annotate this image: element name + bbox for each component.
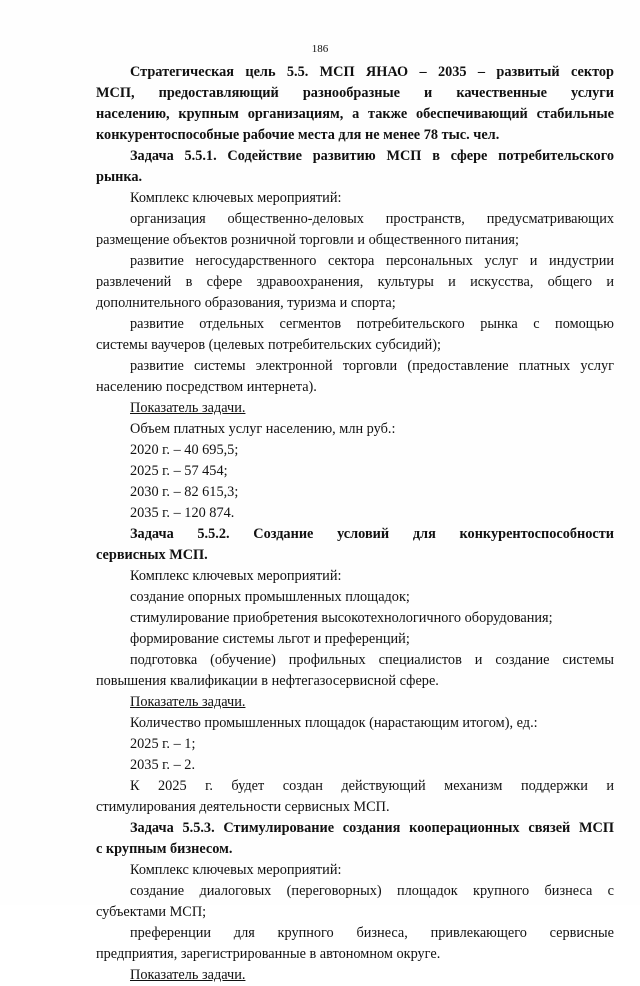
text-line: развитие системы электронной торговли (предоставление платных услуг: [130, 358, 614, 374]
indicator-label: Показатель задачи.: [130, 967, 246, 983]
text-line: Количество промышленных площадок (нарастающим итогом), ед.:: [130, 715, 538, 731]
heading-line: МСП, предоставляющий разнообразные и качественные услуги: [96, 85, 614, 101]
text-line: повышения квалификации в нефтегазосервисной сфере.: [96, 673, 439, 689]
heading-line: Задача 5.5.3. Стимулирование создания кооперационных связей МСП: [130, 820, 614, 836]
text-line: 2025 г. – 1;: [130, 736, 196, 752]
text-line: К 2025 г. будет создан действующий механизм поддержки и: [130, 778, 614, 794]
text-line: 2035 г. – 120 874.: [130, 505, 235, 521]
text-line: размещение объектов розничной торговли и общественного питания;: [96, 232, 519, 248]
indicator-label: Показатель задачи.: [130, 694, 246, 710]
text-line: 2025 г. – 57 454;: [130, 463, 228, 479]
text-line: Комплекс ключевых мероприятий:: [130, 568, 342, 584]
text-line: создание опорных промышленных площадок;: [130, 589, 410, 605]
text-line: 2020 г. – 40 695,5;: [130, 442, 239, 458]
document-body: [96, 62, 614, 986]
text-line: дополнительного образования, туризма и спорта;: [96, 295, 396, 311]
heading-line: с крупным бизнесом.: [96, 841, 233, 857]
heading-line: населению, крупным организациям, а также обеспечивающий стабильные: [96, 106, 614, 122]
heading-line: рынка.: [96, 169, 143, 185]
heading-line: Задача 5.5.1. Содействие развитию МСП в сфере потребительского: [130, 148, 614, 164]
text-line: предприятия, зарегистрированные в автономном округе.: [96, 946, 441, 962]
text-line: населению посредством интернета).: [96, 379, 317, 395]
heading-line: конкурентоспособные рабочие места для не менее 78 тыс. чел.: [96, 127, 500, 143]
text-line: 2035 г. – 2.: [130, 757, 196, 773]
text-line: стимулирование приобретения высокотехнологичного оборудования;: [130, 610, 553, 626]
text-line: системы ваучеров (целевых потребительских субсидий);: [96, 337, 442, 353]
page-number: 186: [311, 43, 329, 55]
text-line: развитие негосударственного сектора персональных услуг и индустрии: [130, 253, 614, 269]
text-line: стимулирования деятельности сервисных МСП.: [96, 799, 390, 815]
text-line: организация общественно-деловых пространств, предусматривающих: [130, 211, 614, 227]
heading-line: Стратегическая цель 5.5. МСП ЯНАО – 2035 – развитый сектор: [130, 64, 614, 80]
text-line: Комплекс ключевых мероприятий:: [130, 190, 342, 206]
text-line: формирование системы льгот и преференций;: [130, 631, 410, 647]
text-line: развитие отдельных сегментов потребительского рынка с помощью: [130, 316, 614, 332]
indicator-label: Показатель задачи.: [130, 400, 246, 416]
text-line: субъектами МСП;: [96, 904, 207, 920]
text-line: Объем платных услуг населению, млн руб.:: [130, 421, 396, 437]
heading-line: Задача 5.5.2. Создание условий для конкурентоспособности: [130, 526, 614, 542]
heading-line: сервисных МСП.: [96, 547, 208, 563]
text-line: подготовка (обучение) профильных специалистов и создание системы: [130, 652, 614, 668]
text-line: создание диалоговых (переговорных) площадок крупного бизнеса с: [130, 883, 614, 899]
text-line: преференции для крупного бизнеса, привлекающего сервисные: [130, 925, 614, 941]
text-line: Комплекс ключевых мероприятий:: [130, 862, 342, 878]
text-line: развлечений в сфере здравоохранения, культуры и искусства, общего и: [96, 274, 614, 290]
text-line: 2030 г. – 82 615,3;: [130, 484, 239, 500]
